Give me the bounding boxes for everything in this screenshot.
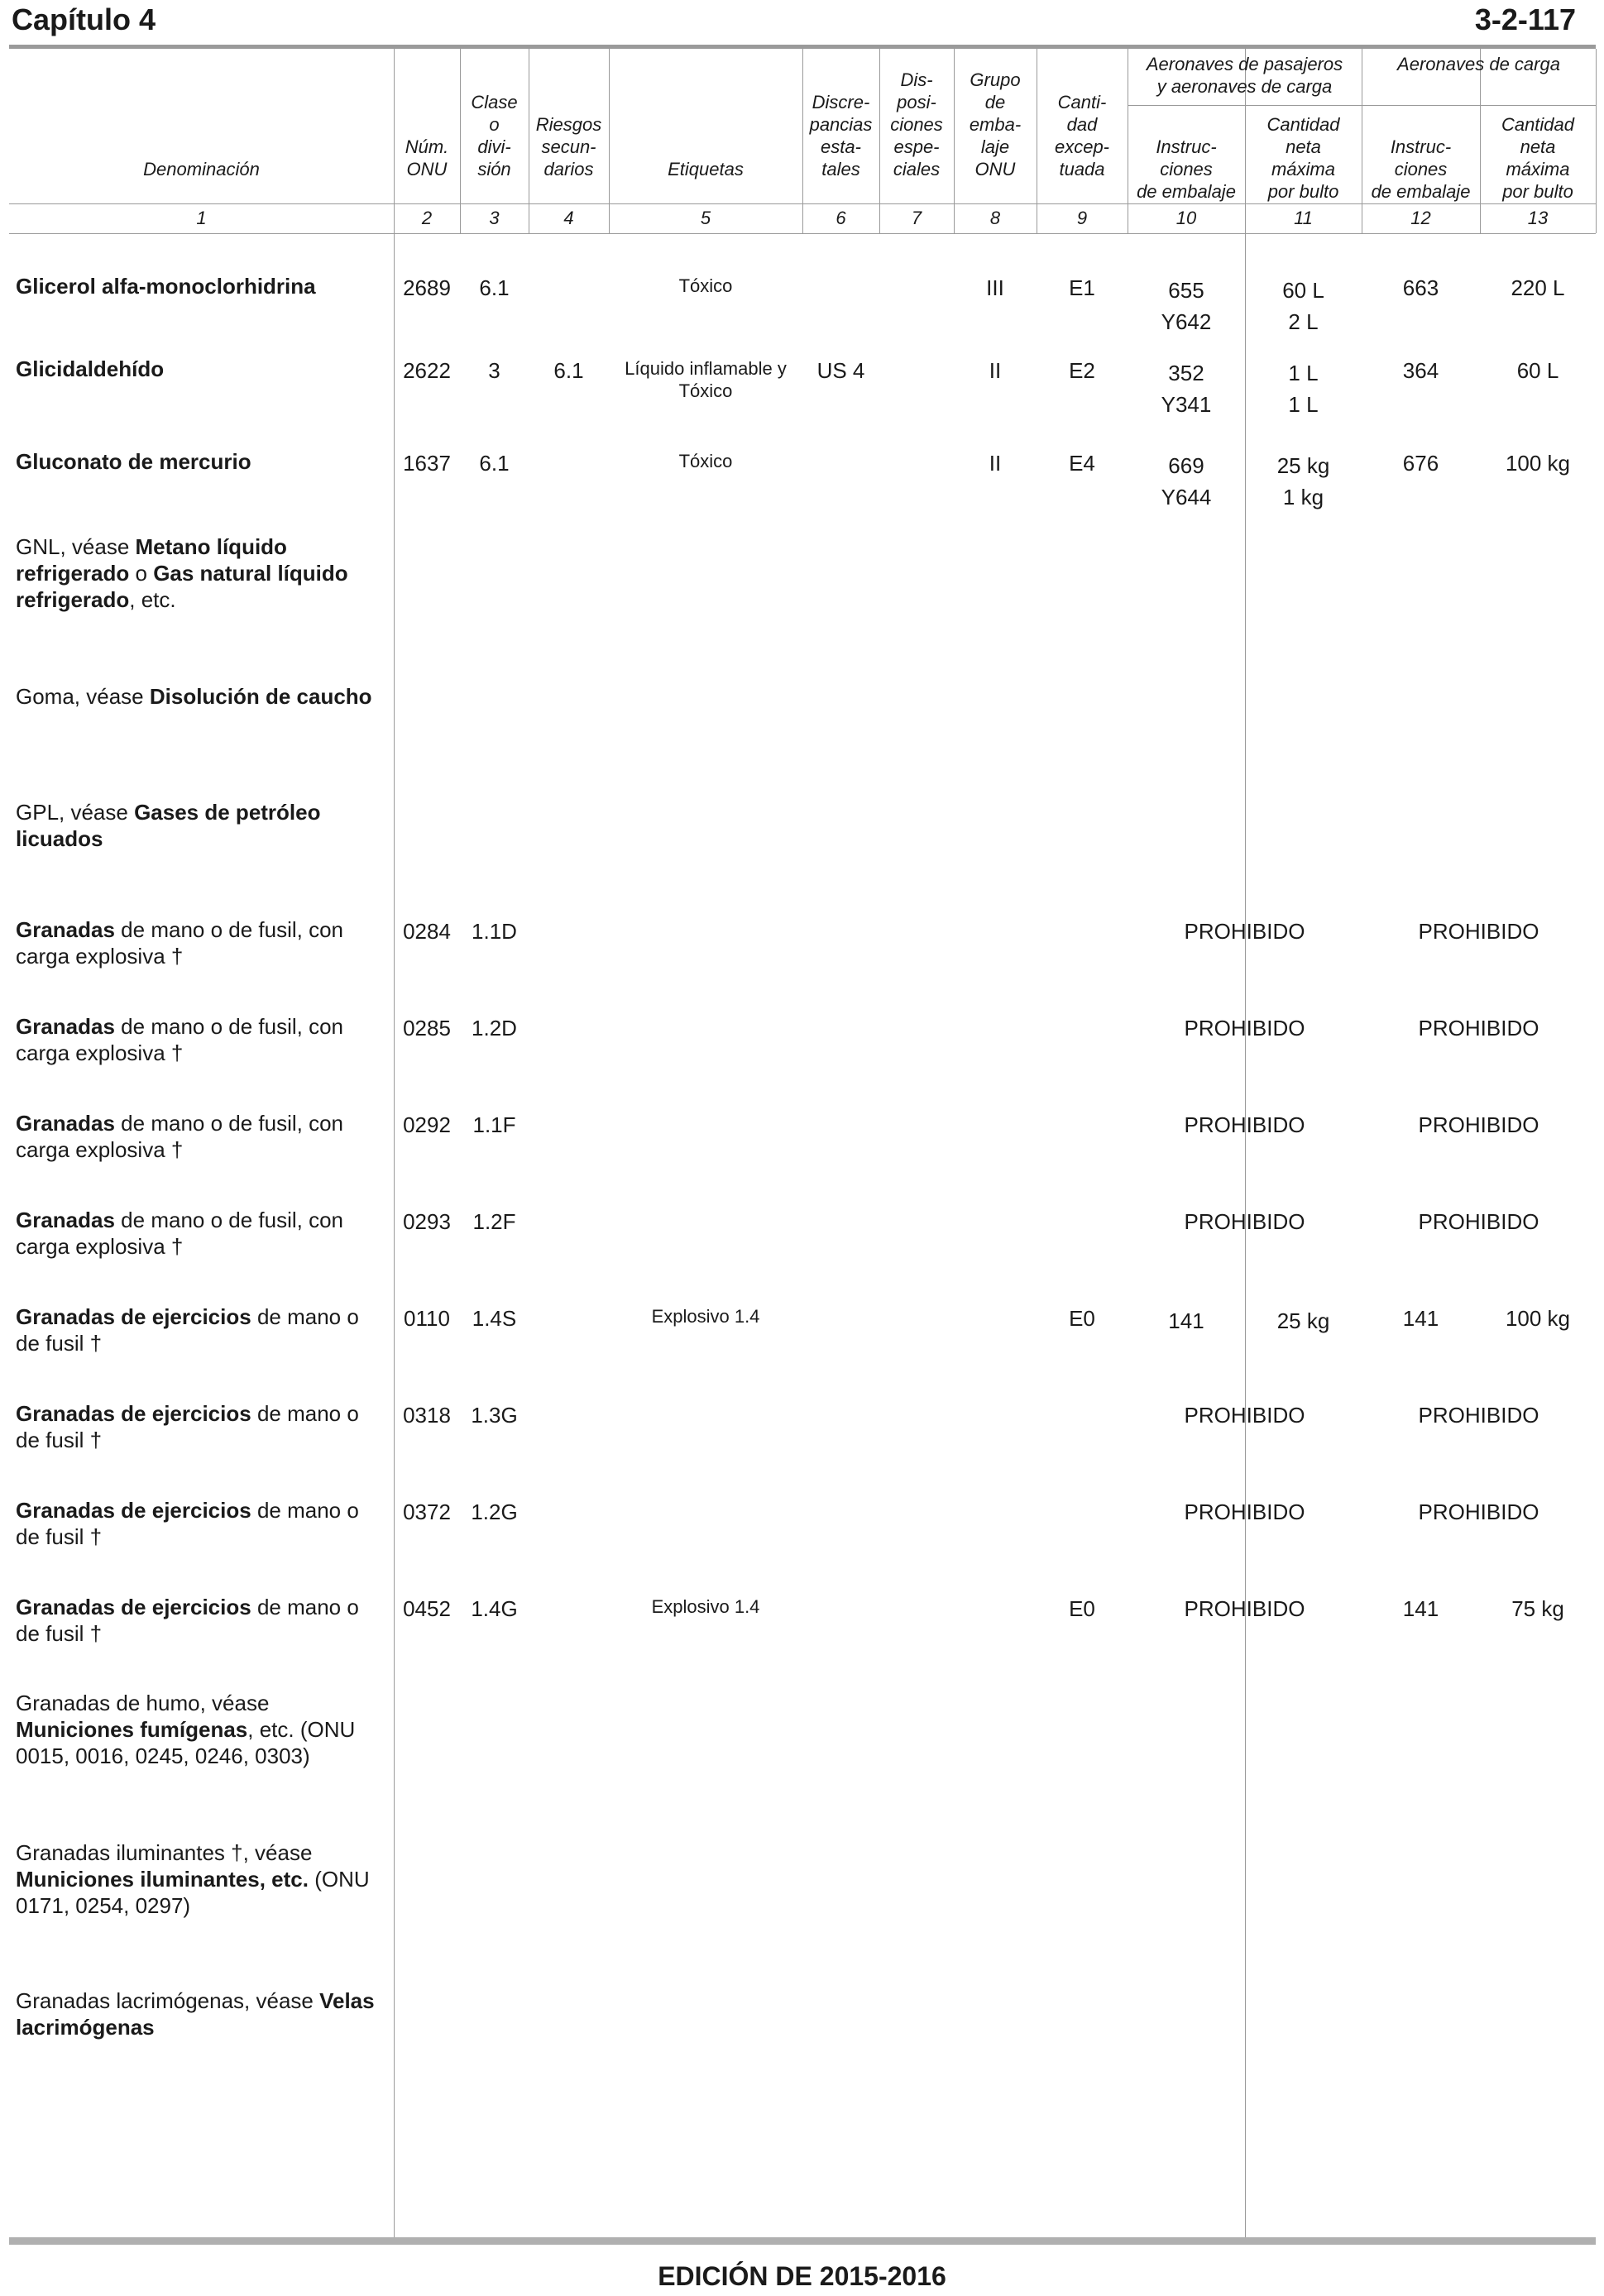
substance-name-text: , etc. xyxy=(129,587,176,612)
cell-line: 60 L xyxy=(1282,278,1324,303)
column-header-cantidad_exceptuada xyxy=(1037,50,1128,180)
cell-clase: 1.4G xyxy=(471,1596,518,1621)
cell-clase: 1.4S xyxy=(472,1306,517,1331)
cell-pi-cao: 364 xyxy=(1402,358,1439,383)
column-header-cao-group: Aeronaves de carga xyxy=(1397,54,1560,74)
cell-qty-pax xyxy=(1245,1305,1362,1337)
cell-pax-prohibido: PROHIBIDO xyxy=(1184,1500,1305,1524)
substance-name-bold: Municiones fumígenas xyxy=(16,1717,248,1742)
column-header-line: Clase xyxy=(471,92,518,112)
column-number: 5 xyxy=(700,208,711,228)
cell-line: Y644 xyxy=(1161,485,1212,509)
cell-pi-pax xyxy=(1128,357,1245,420)
body-column-rule-name xyxy=(394,233,395,2237)
substance-name xyxy=(16,1303,388,1356)
cell-clase: 1.2F xyxy=(472,1209,516,1234)
cell-exc: E2 xyxy=(1069,358,1095,383)
column-header-instrucciones xyxy=(1128,106,1245,203)
column-header-line: ciales xyxy=(893,159,941,179)
column-header-line: Canti- xyxy=(1057,92,1107,112)
substance-name-text: GNL, véase xyxy=(16,534,136,559)
column-number: 9 xyxy=(1076,208,1088,228)
cell-grupo: II xyxy=(989,358,1002,383)
substance-name xyxy=(16,1497,388,1550)
column-header-discrepancias xyxy=(802,50,879,180)
column-header-line: dad xyxy=(1066,114,1098,135)
column-header-grupo xyxy=(954,50,1037,180)
cell-onu: 2622 xyxy=(403,358,451,383)
substance-name-text: Goma, véase xyxy=(16,684,150,709)
substance-name-text: o xyxy=(129,561,154,586)
substance-name-text: , etc. (ONU 0015, 0016, 0245, 0246, 0303) xyxy=(16,1717,356,1768)
cell-etiquetas xyxy=(609,357,802,402)
cell-line: 1 L xyxy=(1288,392,1319,417)
cell-line: Tóxico xyxy=(678,451,733,471)
column-header-line: darios xyxy=(543,159,594,179)
column-header-line: ONU xyxy=(974,159,1016,179)
column-number: 12 xyxy=(1410,208,1431,228)
cell-qty-cao: 75 kg xyxy=(1511,1596,1564,1621)
substance-name-text: (ONU 0171, 0254, 0297) xyxy=(16,1867,370,1918)
column-header-line: pancias xyxy=(809,114,873,135)
column-header-num_onu xyxy=(394,50,460,180)
cell-clase: 6.1 xyxy=(479,275,510,300)
column-header-line: ciones xyxy=(890,114,943,135)
substance-name xyxy=(16,683,388,710)
column-header-line: Instruc- xyxy=(1156,136,1217,157)
cell-pax-prohibido: PROHIBIDO xyxy=(1184,1209,1305,1234)
cell-onu: 0285 xyxy=(403,1016,451,1040)
substance-name-text: de mano o de fusil, con carga explosiva † xyxy=(16,917,344,969)
cell-grupo: II xyxy=(989,451,1002,476)
substance-name-bold: Granadas xyxy=(16,917,115,942)
cell-onu: 2689 xyxy=(403,275,451,300)
column-header-line: de embalaje xyxy=(1137,181,1236,202)
substance-name-bold: Gas natural líquido refrigerado xyxy=(16,561,348,612)
substance-name-bold: Granadas xyxy=(16,1208,115,1232)
column-header-line: sión xyxy=(477,159,511,179)
column-header-line: de xyxy=(984,92,1006,112)
column-header-disposiciones xyxy=(879,50,954,180)
substance-name xyxy=(16,356,388,382)
column-header-line: ciones xyxy=(1394,159,1448,179)
column-header-cantidad-neta xyxy=(1480,106,1596,203)
column-header-line: y aeronaves de carga xyxy=(1156,76,1333,97)
cell-qty-cao: 100 kg xyxy=(1505,1306,1571,1331)
column-header-denominacion xyxy=(9,50,394,180)
column-header-line: máxima xyxy=(1506,159,1570,179)
column-header-line: tuada xyxy=(1059,159,1105,179)
column-header-clase xyxy=(460,50,529,180)
chapter-title: Capítulo 4 xyxy=(12,2,156,36)
column-header-line: Dis- xyxy=(900,69,933,90)
cell-pax-prohibido: PROHIBIDO xyxy=(1184,1403,1305,1428)
column-header-line: por bulto xyxy=(1267,181,1339,202)
cell-clase: 1.3G xyxy=(471,1403,518,1428)
substance-name xyxy=(16,1839,388,1919)
cell-pax-prohibido: PROHIBIDO xyxy=(1184,1596,1305,1621)
column-header-line: esta- xyxy=(821,136,861,157)
column-number: 7 xyxy=(911,208,922,228)
column-header-line: de embalaje xyxy=(1371,181,1471,202)
cell-pax-prohibido: PROHIBIDO xyxy=(1184,919,1305,944)
column-header-line: espe- xyxy=(893,136,940,157)
cell-qty-pax xyxy=(1245,275,1362,337)
cell-etiquetas xyxy=(609,275,802,297)
substance-name-text: de mano o de fusil † xyxy=(16,1401,359,1452)
column-header-line: o xyxy=(489,114,500,135)
column-header-line: Cantidad xyxy=(1266,114,1340,135)
substance-name-bold: Granadas de ejercicios xyxy=(16,1304,251,1329)
cell-line: 655 xyxy=(1168,278,1204,303)
substance-name-bold: Disolución de caucho xyxy=(149,684,372,709)
substance-name-bold: Granadas xyxy=(16,1111,115,1136)
cell-line: 669 xyxy=(1168,453,1204,478)
column-header-line: Instruc- xyxy=(1390,136,1452,157)
substance-name-bold: Metano líquido refrigerado xyxy=(16,534,287,586)
substance-name-text: GPL, véase xyxy=(16,800,135,825)
cell-onu: 0372 xyxy=(403,1500,451,1524)
cell-clase: 6.1 xyxy=(479,451,510,476)
column-header-line: Aeronaves de pasajeros xyxy=(1146,54,1343,74)
cell-line: Tóxico xyxy=(678,275,733,296)
cell-pax-prohibido: PROHIBIDO xyxy=(1184,1112,1305,1137)
column-number: 10 xyxy=(1175,208,1197,228)
page-number: 3-2-117 xyxy=(1474,2,1576,36)
column-header-line: por bulto xyxy=(1502,181,1573,202)
substance-name-bold: Granadas de ejercicios xyxy=(16,1595,251,1619)
column-header-line: máxima xyxy=(1271,159,1335,179)
substance-name-bold: Granadas de ejercicios xyxy=(16,1401,251,1426)
cell-line: 141 xyxy=(1168,1308,1204,1333)
cell-grupo: III xyxy=(986,275,1004,300)
cell-pi-pax xyxy=(1128,1305,1245,1337)
cell-line: 352 xyxy=(1168,361,1204,385)
substance-name xyxy=(16,1987,388,2040)
substance-name xyxy=(16,533,388,613)
substance-name xyxy=(16,799,388,852)
cell-exc: E0 xyxy=(1069,1306,1095,1331)
footer-rule xyxy=(9,2237,1596,2245)
column-header-cantidad-neta xyxy=(1245,106,1362,203)
column-header-line: tales xyxy=(821,159,860,179)
substance-name-text: de mano o de fusil, con carga explosiva † xyxy=(16,1014,344,1065)
column-header-line: secun- xyxy=(541,136,596,157)
column-header-etiquetas xyxy=(609,50,802,180)
cell-qty-cao: 100 kg xyxy=(1505,451,1571,476)
cell-line: Tóxico xyxy=(678,380,733,401)
column-header-line: neta xyxy=(1520,136,1556,157)
cell-pi-pax xyxy=(1128,275,1245,337)
column-header-line: Riesgos xyxy=(535,114,602,135)
cell-line: Y642 xyxy=(1161,309,1212,334)
cell-qty-pax xyxy=(1245,357,1362,420)
substance-name xyxy=(16,1013,388,1066)
column-header-line: Discre- xyxy=(812,92,870,112)
substance-name-text: Granadas lacrimógenas, véase xyxy=(16,1988,320,2013)
cell-clase: 1.2G xyxy=(471,1500,518,1524)
substance-name-text: Granadas de humo, véase xyxy=(16,1691,270,1715)
cell-onu: 0318 xyxy=(403,1403,451,1428)
cell-disc: US 4 xyxy=(816,358,865,383)
column-header-line: laje xyxy=(980,136,1010,157)
cell-clase: 1.1D xyxy=(472,919,517,944)
cell-onu: 0284 xyxy=(403,919,451,944)
substance-name-bold: Granadas de ejercicios xyxy=(16,1498,251,1523)
cell-line: Explosivo 1.4 xyxy=(651,1306,760,1327)
cell-line: Líquido inflamable y xyxy=(625,358,787,379)
column-number: 1 xyxy=(196,208,207,228)
colnum-divider xyxy=(9,233,1596,234)
column-header-line: Etiquetas xyxy=(668,159,744,179)
cell-line: 25 kg xyxy=(1276,453,1330,478)
cell-cao-prohibido: PROHIBIDO xyxy=(1418,1403,1539,1428)
substance-name xyxy=(16,916,388,969)
cell-qty-cao: 220 L xyxy=(1511,275,1565,300)
substance-name-text: de mano o de fusil † xyxy=(16,1304,359,1356)
cell-qty-pax xyxy=(1245,450,1362,513)
column-header-line: excep- xyxy=(1054,136,1110,157)
cell-etiquetas xyxy=(609,1305,802,1327)
column-header-line: Núm. xyxy=(405,136,449,157)
header-column-rule xyxy=(1596,49,1597,233)
cell-pi-cao: 141 xyxy=(1402,1306,1439,1331)
cell-line: 1 kg xyxy=(1282,485,1324,509)
column-header-line: Cantidad xyxy=(1501,114,1575,135)
cell-exc: E4 xyxy=(1069,451,1095,476)
cell-etiquetas xyxy=(609,1595,802,1618)
column-number: 6 xyxy=(836,208,846,228)
cell-cao-prohibido: PROHIBIDO xyxy=(1418,1500,1539,1524)
cell-line: 25 kg xyxy=(1276,1308,1330,1333)
column-header-line: ciones xyxy=(1160,159,1213,179)
cell-cao-prohibido: PROHIBIDO xyxy=(1418,1112,1539,1137)
substance-name-bold: Glicerol alfa-monoclorhidrina xyxy=(16,274,316,299)
substance-name-text: de mano o de fusil † xyxy=(16,1595,359,1646)
substance-name-bold: Glicidaldehído xyxy=(16,356,165,381)
cell-onu: 0293 xyxy=(403,1209,451,1234)
column-header-line: divi- xyxy=(477,136,511,157)
substance-name xyxy=(16,273,388,299)
cell-onu: 0452 xyxy=(403,1596,451,1621)
column-number: 8 xyxy=(989,208,1001,228)
cell-pi-cao: 676 xyxy=(1402,451,1439,476)
cell-onu: 0292 xyxy=(403,1112,451,1137)
cell-line: Y341 xyxy=(1161,392,1212,417)
column-number: 13 xyxy=(1527,208,1549,228)
column-header-line: ONU xyxy=(406,159,448,179)
column-header-line: Denominación xyxy=(143,159,260,179)
substance-name xyxy=(16,448,388,475)
column-header-line: neta xyxy=(1286,136,1321,157)
cell-line: 2 L xyxy=(1288,309,1319,334)
cell-cao-prohibido: PROHIBIDO xyxy=(1418,1016,1539,1040)
column-header-line: Grupo xyxy=(970,69,1021,90)
substance-name xyxy=(16,1594,388,1647)
cell-pi-cao: 141 xyxy=(1402,1596,1439,1621)
column-number: 11 xyxy=(1294,208,1313,228)
cell-etiquetas xyxy=(609,450,802,472)
column-number: 2 xyxy=(421,208,433,228)
substance-name xyxy=(16,1690,388,1769)
column-header-pax-group xyxy=(1128,53,1362,98)
cell-cao-prohibido: PROHIBIDO xyxy=(1418,919,1539,944)
substance-name-text: Granadas iluminantes †, véase xyxy=(16,1840,313,1865)
column-header-line: emba- xyxy=(969,114,1022,135)
cell-qty-cao: 60 L xyxy=(1516,358,1559,383)
substance-name-bold: Gases de petróleo licuados xyxy=(16,800,321,851)
column-number: 4 xyxy=(563,208,574,228)
substance-name-bold: Gluconato de mercurio xyxy=(16,449,251,474)
cell-exc: E1 xyxy=(1069,275,1095,300)
substance-name xyxy=(16,1110,388,1163)
substance-name-bold: Velas lacrimógenas xyxy=(16,1988,375,2040)
cell-pi-cao: 663 xyxy=(1402,275,1439,300)
cell-riesgos: 6.1 xyxy=(553,358,584,383)
body-column-rule-pax xyxy=(1245,233,1246,2237)
cell-clase: 3 xyxy=(488,358,500,383)
cell-exc: E0 xyxy=(1069,1596,1095,1621)
substance-name xyxy=(16,1207,388,1260)
cell-pi-pax xyxy=(1128,450,1245,513)
cell-line: 1 L xyxy=(1288,361,1319,385)
column-header-riesgos xyxy=(529,50,609,180)
cell-onu: 1637 xyxy=(403,451,451,476)
cell-pax-prohibido: PROHIBIDO xyxy=(1184,1016,1305,1040)
column-number: 3 xyxy=(489,208,500,228)
cell-clase: 1.2D xyxy=(472,1016,517,1040)
substance-name-bold: Granadas xyxy=(16,1014,115,1039)
cell-line: Explosivo 1.4 xyxy=(651,1596,760,1617)
column-header-line: posi- xyxy=(897,92,936,112)
substance-name xyxy=(16,1400,388,1453)
cell-cao-prohibido: PROHIBIDO xyxy=(1418,1209,1539,1234)
substance-name-text: de mano o de fusil † xyxy=(16,1498,359,1549)
substance-name-bold: Municiones iluminantes, etc. xyxy=(16,1867,309,1892)
edition-footer: EDICIÓN DE 2015-2016 xyxy=(658,2261,946,2291)
cell-clase: 1.1F xyxy=(472,1112,516,1137)
cell-onu: 0110 xyxy=(404,1306,450,1331)
substance-name-text: de mano o de fusil, con carga explosiva † xyxy=(16,1111,344,1162)
column-header-instrucciones xyxy=(1362,106,1480,203)
substance-name-text: de mano o de fusil, con carga explosiva † xyxy=(16,1208,344,1259)
